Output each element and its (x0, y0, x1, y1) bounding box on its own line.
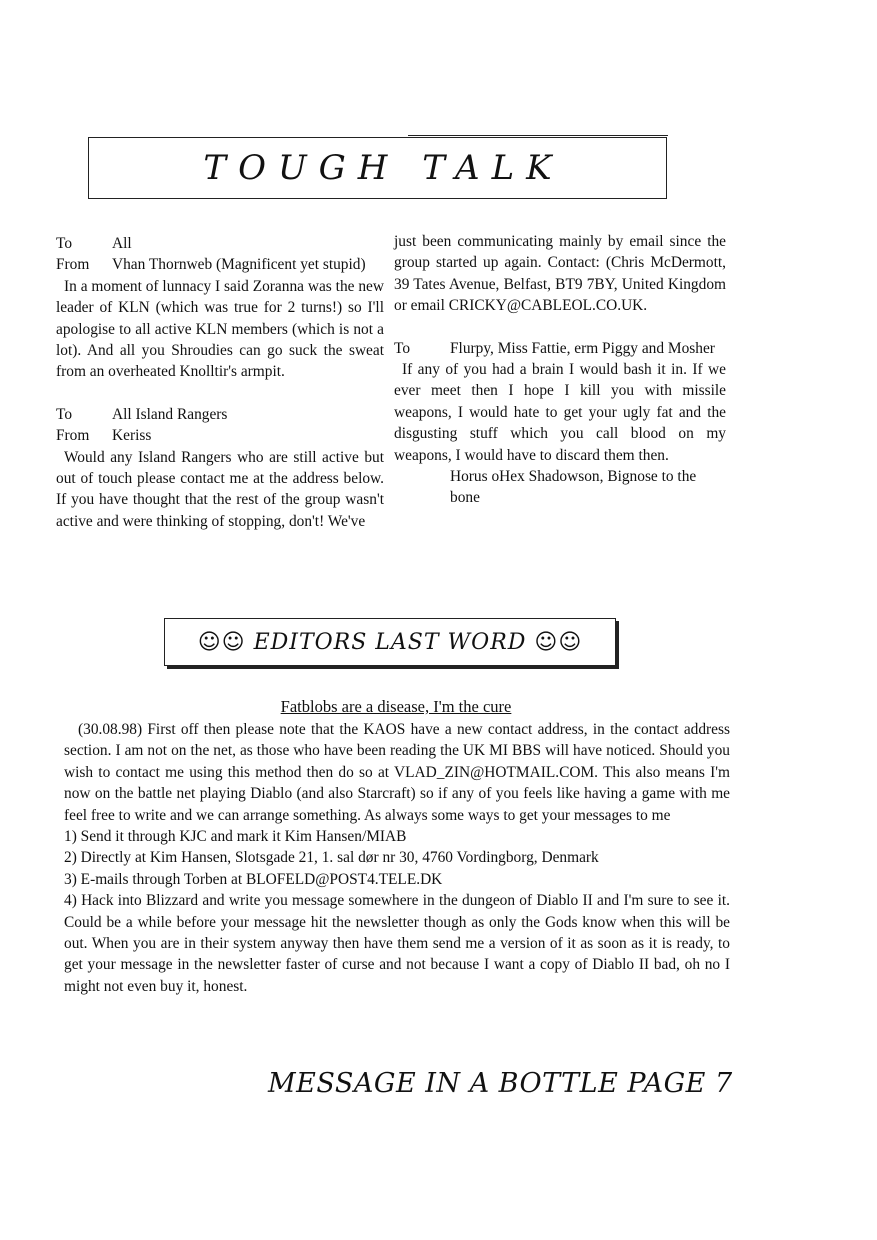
left-column (56, 233, 384, 532)
editor-title: EDITORS LAST WORD (253, 629, 527, 655)
to-label: To (394, 339, 411, 357)
editor-article (64, 719, 730, 997)
letter-horus (394, 338, 726, 509)
header-accent-line (408, 135, 668, 136)
letter-body-continued: just been communicating mainly by email since the group started up again. Contact: (Chris McDermott, 39 Tates Avenue, Belfast, BT9 7BY, United Kingdom or email CRICKY@CABLEOL.CO.UK. (394, 233, 726, 315)
letter-signature: Horus oHex Shadowson, Bignose to the bone (450, 468, 697, 507)
to-label: To (56, 235, 73, 252)
letter-vhan (56, 233, 384, 383)
to-value: All Island Rangers (112, 405, 228, 423)
from-label: From (56, 256, 90, 274)
to-value: All (112, 235, 132, 252)
section-header-box (88, 137, 667, 199)
editor-title-line (198, 630, 583, 655)
article-lead: (30.08.98) First off then please note that the KAOS have a new contact address, in the contact address section. I am not on the net, as those who have been reading the UK MI BBS will have noticed. Should you wish to contact me using this method then do so at VLAD_ZIN@HOTMAIL.COM. This also means I'm now on the battle net playing Diablo (and also Starcraft) so if any of you feels like having a game with me feel free to write and we can arrange something. As always some ways to get your messages to me (64, 721, 730, 824)
article-list-item: 1) Send it through KJC and mark it Kim Hansen/MIAB (64, 828, 407, 846)
section-title: TOUGH TALK (203, 148, 564, 188)
right-column (394, 231, 726, 509)
article-heading: Fatblobs are a disease, I'm the cure (280, 697, 512, 716)
letter-from-row (56, 425, 384, 446)
letter-body: Would any Island Rangers who are still active but out of touch please contact me at the address below. If you have thought that the rest of the group wasn't active and were thinking of stopping, don't! We've (56, 448, 384, 530)
letter-body: If any of you had a brain I would bash it in. If we ever meet then I hope I kill you with missile weapons, I would hate to get your ugly fat and the disgusting stuff which you call blood on my weapons, I would have to discard them then. (394, 361, 726, 464)
letter-from-row (56, 254, 384, 275)
smiley-icon: ☺☺ (534, 629, 583, 655)
from-label: From (56, 427, 90, 445)
letter-body: In a moment of lunnacy I said Zoranna was the new leader of KLN (which was true for 2 turns!) so I'll apologise to all active KLN members (which is not a lot). And all you Shroudies can go suck the sweat from an overheated Knolltir's armpit. (56, 277, 384, 381)
editor-header-box (164, 618, 616, 666)
to-value: Flurpy, Miss Fattie, erm Piggy and Mosher (450, 339, 715, 357)
letter-to-row (56, 233, 384, 254)
from-value: Keriss (112, 427, 152, 445)
article-list-item: 4) Hack into Blizzard and write you message somewhere in the dungeon of Diablo II and I'm sure to see it. Could be a while before your message hit the newsletter though as only the Gods know when this will be out. When you are in their system anyway then have them send me a version of it as soon as it is ready, to get your message in the newsletter faster of curse and not because I want a copy of Diablo II bad, oh no I might not even buy it, honest. (64, 892, 730, 995)
page-footer: MESSAGE IN A BOTTLE PAGE 7 (268, 1068, 733, 1099)
letter-keriss (56, 404, 384, 532)
to-label: To (56, 405, 73, 423)
letter-to-row (394, 338, 726, 359)
from-value: Vhan Thornweb (Magnificent yet stupid) (112, 256, 366, 274)
smiley-icon: ☺☺ (197, 629, 246, 655)
article-list-item: 2) Directly at Kim Hansen, Slotsgade 21, 1. sal dør nr 30, 4760 Vordingborg, Denmark (64, 849, 599, 867)
article-list-item: 3) E-mails through Torben at BLOFELD@POST4.TELE.DK (64, 870, 443, 888)
letter-to-row (56, 404, 384, 425)
